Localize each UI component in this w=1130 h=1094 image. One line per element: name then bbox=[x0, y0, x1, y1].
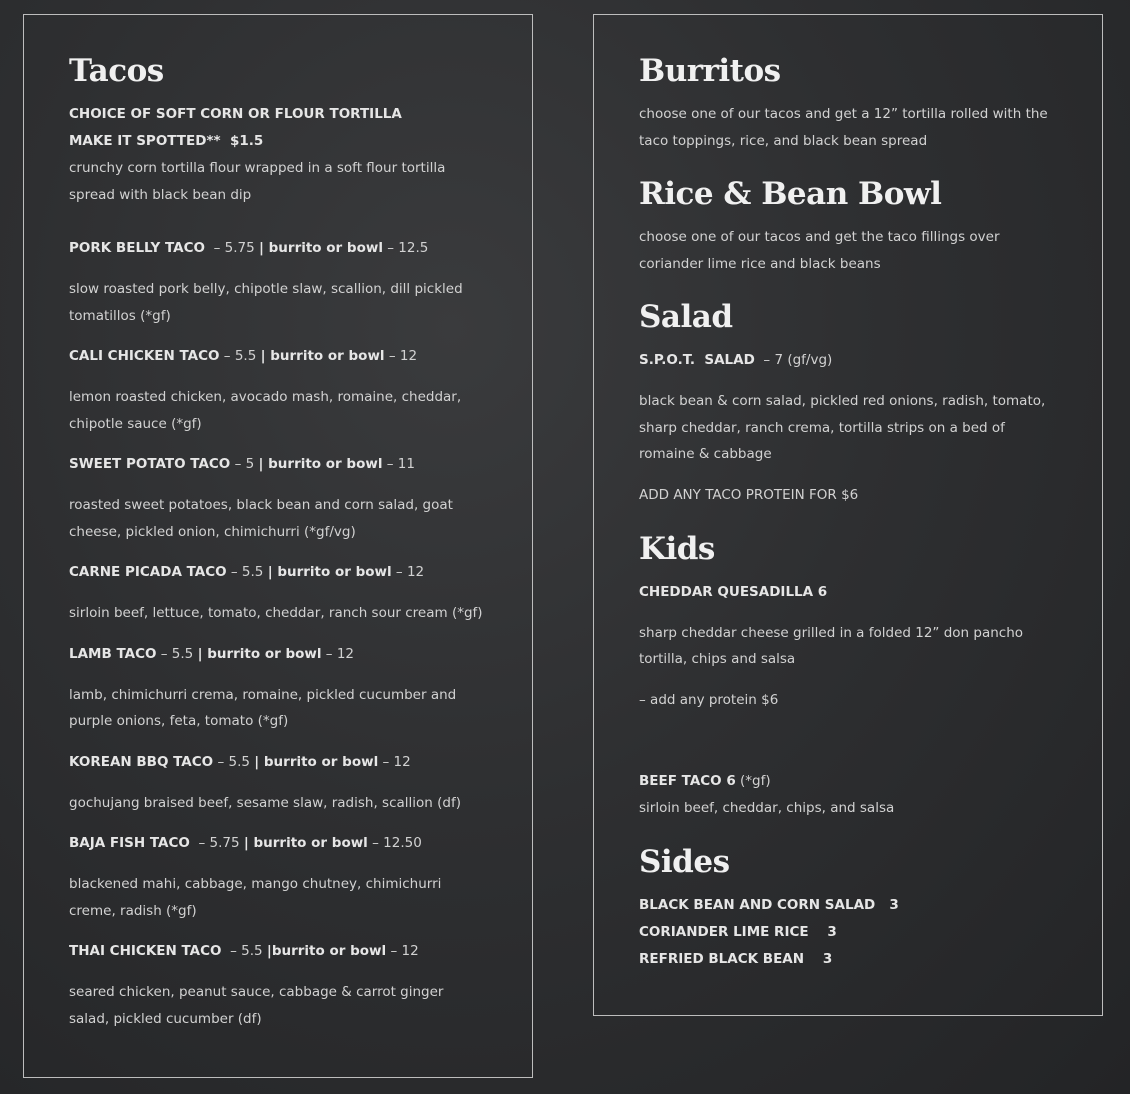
burritos-description: choose one of our tacos and get a 12” tortilla rolled with the taco toppings, rice, and black bean spread bbox=[639, 106, 1048, 149]
item-alt: burrito or bowl bbox=[271, 943, 387, 959]
menu-item-sweet-potato bbox=[69, 451, 487, 478]
spotted-description: crunchy corn tortilla flour wrapped in a soft flour tortilla spread with black bean dip bbox=[69, 160, 446, 203]
menu-item-description: sirloin beef, lettuce, tomato, cheddar, ranch sour cream (*gf) bbox=[69, 605, 483, 621]
item-separator: | bbox=[260, 348, 266, 364]
item-alt-price: – 12 bbox=[391, 564, 425, 580]
item-separator: | bbox=[243, 835, 249, 851]
item-separator: | bbox=[254, 753, 260, 770]
item-price: – 5.5 bbox=[156, 645, 198, 662]
side-item: CORIANDER LIME RICE 3 bbox=[639, 923, 837, 940]
menu-item-description: roasted sweet potatoes, black bean and corn salad, goat cheese, pickled onion, chimichurri (*gf/vg) bbox=[69, 497, 453, 540]
burritos-heading: Burritos bbox=[639, 53, 781, 89]
item-name: CARNE PICADA TACO bbox=[69, 564, 227, 580]
salad-addon: ADD ANY TACO PROTEIN FOR $6 bbox=[639, 486, 859, 503]
item-price: – 7 (gf/vg) bbox=[754, 352, 833, 368]
menu-item-beef-taco bbox=[639, 768, 1057, 795]
side-item: REFRIED BLACK BEAN 3 bbox=[639, 950, 833, 967]
item-name: S.P.O.T. SALAD bbox=[639, 352, 755, 368]
item-separator: | bbox=[259, 240, 264, 256]
item-name: BAJA FISH TACO bbox=[69, 835, 190, 851]
item-name: CALI CHICKEN TACO bbox=[69, 348, 220, 364]
item-price: – 5.75 bbox=[205, 240, 259, 256]
item-price: – 5.75 bbox=[189, 835, 244, 851]
item-price: – 5.5 bbox=[219, 348, 261, 364]
menu-item-carne-picada bbox=[69, 559, 487, 586]
menu-item-cali-chicken bbox=[69, 343, 487, 370]
item-name: KOREAN BBQ TACO bbox=[69, 753, 214, 770]
spotted-option bbox=[69, 128, 487, 155]
item-alt-price: – 12.5 bbox=[382, 240, 429, 256]
beef-taco-description: sirloin beef, cheddar, chips, and salsa bbox=[639, 799, 895, 816]
tortilla-note: CHOICE OF SOFT CORN OR FLOUR TORTILLA bbox=[69, 106, 402, 122]
spotted-price: $1.5 bbox=[229, 133, 264, 149]
item-tag: (*gf) bbox=[735, 772, 771, 789]
side-item: BLACK BEAN AND CORN SALAD 3 bbox=[639, 896, 899, 913]
menu-item-description: lamb, chimichurri crema, romaine, pickled cucumber and purple onions, feta, tomato (*gf) bbox=[69, 686, 457, 729]
item-alt: burrito or bowl bbox=[248, 835, 368, 851]
item-separator: | bbox=[266, 943, 272, 959]
salad-description: black bean & corn salad, pickled red onions, radish, tomato, sharp cheddar, ranch crema, tortilla strips on a bed of romaine & cabbage bbox=[639, 393, 1046, 462]
item-alt: burrito or bowl bbox=[265, 348, 385, 364]
item-alt: burrito or bowl bbox=[272, 564, 392, 580]
item-separator: | bbox=[267, 564, 273, 580]
item-alt-price: – 12.50 bbox=[367, 835, 422, 851]
item-alt-price: – 11 bbox=[382, 456, 415, 472]
menu-item-pork-belly bbox=[69, 235, 487, 262]
tacos-panel bbox=[23, 14, 533, 1078]
quesadilla-addon: – add any protein $6 bbox=[639, 691, 779, 708]
sides-heading: Sides bbox=[639, 843, 730, 880]
menu-item-korean-bbq bbox=[69, 749, 487, 776]
menu-item-spot-salad bbox=[639, 347, 1057, 374]
item-separator: | bbox=[258, 456, 264, 472]
item-name: LAMB TACO bbox=[69, 645, 157, 662]
item-price: – 5.5 bbox=[213, 753, 255, 770]
menu-item-description: blackened mahi, cabbage, mango chutney, chimichurri creme, radish (*gf) bbox=[69, 876, 442, 919]
item-alt: burrito or bowl bbox=[202, 645, 322, 662]
item-alt-price: – 12 bbox=[386, 943, 419, 959]
rice-bowl-heading: Rice & Bean Bowl bbox=[639, 176, 942, 212]
item-price: – 5 bbox=[230, 456, 259, 472]
spotted-label: MAKE IT SPOTTED** bbox=[69, 133, 221, 149]
salad-heading: Salad bbox=[639, 299, 733, 335]
menu-item-description: gochujang braised beef, sesame slaw, radish, scallion (df) bbox=[69, 794, 461, 811]
item-name: PORK BELLY TACO bbox=[69, 240, 206, 256]
quesadilla-description: sharp cheddar cheese grilled in a folded 12” don pancho tortilla, chips and salsa bbox=[639, 624, 1024, 667]
menu-item-thai-chicken bbox=[69, 938, 487, 965]
item-alt: burrito or bowl bbox=[259, 753, 379, 770]
item-name: BEEF TACO 6 bbox=[639, 772, 736, 789]
menu-item-description: seared chicken, peanut sauce, cabbage & carrot ginger salad, pickled cucumber (df) bbox=[69, 984, 444, 1027]
tacos-heading: Tacos bbox=[69, 53, 164, 89]
menu-item-description: slow roasted pork belly, chipotle slaw, scallion, dill pickled tomatillos (*gf) bbox=[69, 281, 463, 324]
item-name: THAI CHICKEN TACO bbox=[69, 943, 222, 959]
menu-item-baja-fish bbox=[69, 830, 487, 857]
item-alt-price: – 12 bbox=[321, 645, 355, 662]
item-alt-price: – 12 bbox=[384, 348, 418, 364]
item-separator: | bbox=[197, 645, 203, 662]
item-alt: burrito or bowl bbox=[263, 240, 383, 256]
menu-item-cheddar-quesadilla: CHEDDAR QUESADILLA 6 bbox=[639, 583, 828, 600]
item-alt-price: – 12 bbox=[378, 753, 411, 770]
menu-item-lamb bbox=[69, 641, 487, 668]
specials-panel bbox=[593, 14, 1103, 1016]
item-alt: burrito or bowl bbox=[263, 456, 383, 472]
item-price: – 5.5 bbox=[221, 943, 267, 959]
item-price: – 5.5 bbox=[226, 564, 268, 580]
rice-bowl-description: choose one of our tacos and get the taco fillings over coriander lime rice and black beans bbox=[639, 229, 1000, 272]
menu-item-description: lemon roasted chicken, avocado mash, romaine, cheddar, chipotle sauce (*gf) bbox=[69, 389, 462, 432]
kids-heading: Kids bbox=[639, 530, 715, 567]
item-name: SWEET POTATO TACO bbox=[69, 456, 231, 472]
